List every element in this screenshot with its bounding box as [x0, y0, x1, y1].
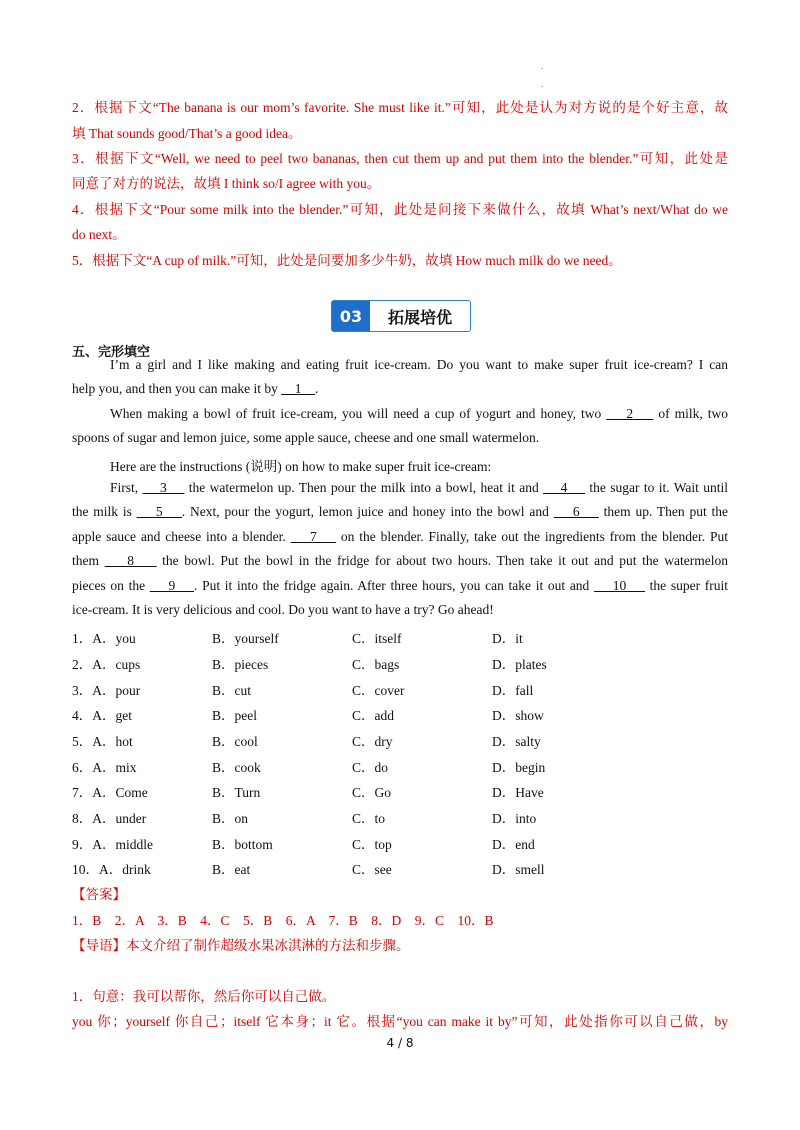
option-a: 10．A．drink — [72, 862, 151, 877]
passage-text: the milk is — [72, 504, 137, 519]
option-c: C．dry — [352, 734, 393, 749]
option-d: D．plates — [492, 657, 547, 672]
passage-line: I’m a girl and I like making and eating fruit ice-cream. Do you want to make super fruit ice-cream? I can — [110, 357, 728, 372]
option-b: B．bottom — [212, 837, 273, 852]
option-c: C．bags — [352, 657, 400, 672]
option-a: 5．A．hot — [72, 734, 133, 749]
passage-line: spoons of sugar and lemon juice, some apple sauce, cheese and one small watermelon. — [72, 430, 540, 445]
passage-line — [110, 480, 728, 496]
option-b: B．cook — [212, 760, 261, 775]
answer-key: 1．B 2．A 3．B 4．C 5．B 6．A 7．B 8．D 9．C 10．B — [72, 913, 494, 928]
blank-1: 1 — [281, 381, 315, 396]
option-a: 9．A．middle — [72, 837, 153, 852]
option-b: B．pieces — [212, 657, 269, 672]
option-b: B．cut — [212, 683, 251, 698]
option-d: D．salty — [492, 734, 541, 749]
blank-4: 4 — [543, 480, 585, 495]
option-c: C．top — [352, 837, 392, 852]
guide-text: 【导语】本文介绍了制作超级水果冰淇淋的方法和步骤。 — [72, 938, 410, 953]
explanation-line: 4．根据下文“Pour some milk into the blender.”可知，此处是问接下来做什么，故填 What’s next/What do we — [72, 202, 728, 217]
option-a: 4．A．get — [72, 708, 132, 723]
option-b: B．yourself — [212, 631, 279, 646]
option-d: D．smell — [492, 862, 545, 877]
passage-line — [110, 406, 728, 422]
option-b: B．eat — [212, 862, 251, 877]
blank-2: 2 — [606, 406, 654, 421]
option-a: 2．A．cups — [72, 657, 141, 672]
explanation-line: 填 That sounds good/That’s a good idea。 — [72, 126, 302, 141]
explanation-line: 5．根据下文“A cup of milk.”可知，此处是问要加多少牛奶，故填 How much milk do we need。 — [72, 253, 622, 268]
section-badge-number: 03 — [332, 301, 370, 331]
passage-text: First, — [110, 480, 143, 495]
option-c: C．add — [352, 708, 394, 723]
option-d: D．show — [492, 708, 544, 723]
option-b: B．cool — [212, 734, 258, 749]
passage-text: the super fruit — [644, 578, 729, 593]
blank-9: 9 — [149, 578, 195, 593]
option-b: B．peel — [212, 708, 257, 723]
passage-text: of milk, two — [653, 406, 729, 421]
option-a: 7．A．Come — [72, 785, 148, 800]
option-a: 6．A．mix — [72, 760, 137, 775]
option-a: 3．A．pour — [72, 683, 141, 698]
passage-line — [72, 529, 728, 545]
explanation-line: 同意了对方的说法，故填 I think so/I agree with you。 — [72, 176, 381, 191]
option-d: D．it — [492, 631, 523, 646]
answer-heading: 【答案】 — [72, 887, 126, 902]
explanation-line: do next。 — [72, 227, 126, 242]
decorative-dot: . — [541, 62, 543, 71]
page-number: 4 / 8 — [386, 1036, 414, 1050]
passage-text: the sugar to it. Wait until — [584, 480, 729, 495]
explanation-line: you 你；yourself 你自己；itself 它本身；it 它。根据“you can make it by”可知，此处指你可以自己做，by — [72, 1014, 728, 1029]
option-c: C．itself — [352, 631, 402, 646]
option-a: 8．A．under — [72, 811, 147, 826]
passage-text: the watermelon up. Then pour the milk into a bowl, heat it and — [184, 480, 544, 495]
explanation-line: 1．句意：我可以帮你，然后你可以自己做。 — [72, 989, 336, 1004]
passage-line: Here are the instructions (说明) on how to make super fruit ice-cream: — [110, 459, 492, 474]
blank-6: 6 — [553, 504, 599, 519]
option-c: C．Go — [352, 785, 392, 800]
passage-line — [72, 504, 728, 520]
blank-7: 7 — [290, 529, 337, 544]
passage-text: them up. Then put the — [598, 504, 728, 519]
option-c: C．do — [352, 760, 389, 775]
passage-text: pieces on the — [72, 578, 150, 593]
option-d: D．Have — [492, 785, 544, 800]
passage-text: apple sauce and cheese into a blender. — [72, 529, 291, 544]
passage-line: help you, and then you can make it by 1 . — [72, 381, 319, 396]
option-d: D．begin — [492, 760, 546, 775]
option-d: D．into — [492, 811, 537, 826]
passage-text: When making a bowl of fruit ice-cream, you will need a cup of yogurt and honey, two — [110, 406, 607, 421]
blank-3: 3 — [142, 480, 185, 495]
blank-8: 8 — [104, 553, 157, 568]
option-c: C．cover — [352, 683, 405, 698]
option-d: D．fall — [492, 683, 534, 698]
passage-text: on the blender. Finally, take out the ingredients from the blender. Put — [336, 529, 729, 544]
explanation-line: 3．根据下文“Well, we need to peel two bananas, then cut them up and put them into the blender.”可知，此处是 — [72, 151, 728, 166]
explanation-line: 2．根据下文“The banana is our mom’s favorite. She must like it.”可知，此处是认为对方说的是个好主意，故 — [72, 100, 728, 115]
passage-text: . Put it into the fridge again. After three hours, you can take it out and — [194, 578, 594, 593]
passage-text: the bowl. Put the bowl in the fridge for about two hours. Then take it out and put the watermelon — [156, 553, 728, 568]
blank-5: 5 — [136, 504, 182, 519]
option-d: D．end — [492, 837, 535, 852]
passage-line — [72, 553, 728, 569]
section-badge-label: 拓展培优 — [387, 307, 452, 327]
passage-text: them — [72, 553, 105, 568]
option-a: 1．A．you — [72, 631, 136, 646]
passage-text: help you, and then you can make it by — [72, 381, 282, 396]
option-b: B．Turn — [212, 785, 261, 800]
option-c: C．to — [352, 811, 386, 826]
decorative-dot: . — [541, 80, 543, 89]
option-c: C．see — [352, 862, 392, 877]
blank-10: 10 — [594, 578, 645, 593]
passage-line — [72, 578, 728, 594]
passage-line: ice-cream. It is very delicious and cool. Do you want to have a try? Go ahead! — [72, 602, 494, 617]
option-b: B．on — [212, 811, 249, 826]
section-badge — [331, 300, 471, 332]
passage-text: . Next, pour the yogurt, lemon juice and honey into the bowl and — [181, 504, 554, 519]
section-title: 五、完形填空 — [72, 345, 151, 360]
